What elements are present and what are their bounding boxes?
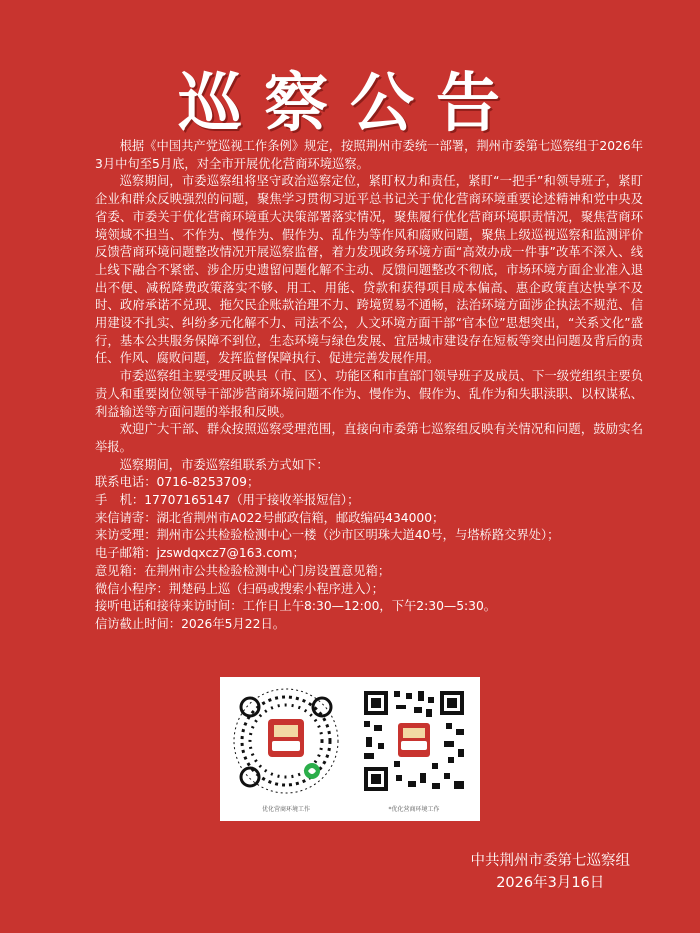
contact-mail-address: 来信请寄：湖北省荆州市A022号邮政信箱，邮政编码434000； [95,510,445,525]
signature-block [471,850,631,894]
contact-mini-program: 微信小程序：荆楚码上巡（扫码或搜索小程序进入）； [95,581,384,596]
contact-visit-address: 来访受理：荆州市公共检验检测中心一楼（沙市区明珠大道40号，与塔桥路交界处）； [95,528,560,543]
qr-code[interactable] [356,683,472,815]
contact-email: 电子邮箱：jzswdqxcz7@163.com； [95,546,305,561]
contact-hours: 接听电话和接待来访时间：工作日上午8:30—12:00，下午2:30—5:30。 [95,599,497,614]
paragraph-welcome: 欢迎广大干部、群众按照巡察受理范围，直接向市委第七巡察组反映有关情况和问题，鼓励实名举报。 [95,422,643,454]
contact-list [95,474,643,633]
qr-code-panel [220,677,480,821]
paragraph-basis: 根据《中国共产党巡视工作条例》规定，按照荆州市委统一部署，荆州市委第七巡察组于2026年3月中旬至5月底，对全市开展优化营商环境巡察。 [95,139,643,171]
qr-caption-right: *优化营商环境工作 [388,806,440,813]
signature-date: 2026年3月16日 [496,875,605,891]
contact-intro: 巡察期间，市委巡察组联系方式如下： [119,457,329,472]
notice-body [95,138,643,634]
contact-mobile: 手 机：17707165147（用于接收举报短信）； [95,493,360,508]
qr-code-icon [356,683,472,803]
paragraph-focus: 巡察期间，市委巡察组将坚守政治巡察定位，紧盯权力和责任，紧盯“一把手”和领导班子，紧盯企业和群众反映强烈的问题，聚焦学习贯彻习近平总书记关于优化营商环境重要论述精神和党中央及省委、市委关于优化营商环境重大决策部署落实情况，聚焦履行优化营商环境职责情况，聚焦营商环境领域不担当、不作为、慢作为、假作为、乱作为等作风和腐败问题，聚焦上级巡视巡察和监测评价反馈营商环境问题整改情况开展巡察监督，着力发现政务环境方面“高效办成一件事”改革不深入、线上线下融合不紧密、涉企历史遗留问题化解不主动、反馈问题整改不彻底，市场环境方面企业准入退出不便、减税降费政策落实不够、用工、用能、贷款和获得项目成本偏高、惠企政策直达快享不及时、政府承诺不兑现、拖欠民企账款治理不力、跨境贸易不通畅，法治环境方面涉企执法不规范、信用建设不扎实、纠纷多元化解不力、司法不公，人文环境方面干部“官本位”思想突出，“关系文化”盛行，基本公共服务保障不到位，生态环境与绿色发展、宜居城市建设存在短板等突出问题及背后的责任、作风、腐败问题，发挥监督保障执行、促进完善发展作用。 [95,174,643,366]
contact-phone: 联系电话：0716-8253709； [95,475,260,490]
paragraph-scope: 市委巡察组主要受理反映县（市、区）、功能区和市直部门领导班子及成员、下一级党组织主要负责人和重要岗位领导干部涉营商环境问题不作为、慢作为、假作为、乱作为和失职渎职、以权谋私、利益输送等方面问题的举报和反映。 [95,369,643,419]
notice-title: 巡察公告 [178,66,522,141]
mini-program-code-icon [228,683,344,803]
contact-suggestion-box: 意见箱：在荆州市公共检验检测中心门房设置意见箱； [95,563,391,578]
contact-deadline: 信访截止时间：2026年5月22日。 [95,616,286,631]
qr-caption-left: 优化营商环境工作 [261,806,310,813]
mini-program-code[interactable] [228,683,344,815]
signature-org: 中共荆州市委第七巡察组 [470,853,630,869]
